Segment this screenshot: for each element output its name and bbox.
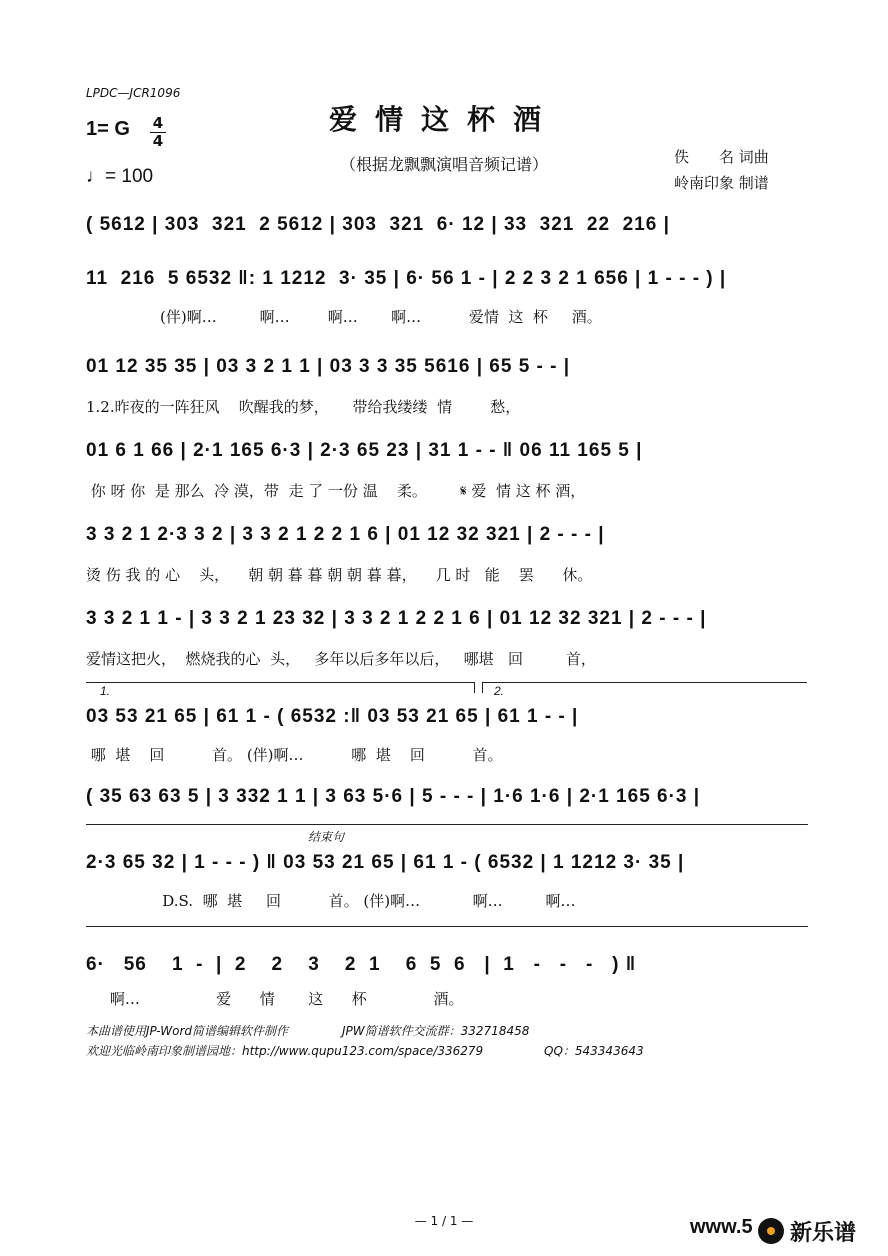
coda-label: 结束句 — [308, 830, 345, 844]
vinyl-record-icon — [758, 1218, 784, 1244]
song-title: 爱情这杯酒 — [328, 103, 559, 136]
volta-number-2: 2. — [494, 684, 505, 698]
site-url-fragment: www.5 — [690, 1216, 753, 1238]
brand-logo: 新乐谱 — [790, 1221, 857, 1246]
divider-line — [86, 824, 808, 825]
lyric-line: (伴)啊… 啊… 啊… 啊… 爱情 这 杯 酒。 — [160, 308, 602, 326]
notation-line: 03 53 21 65 | 61 1 - ( 6532 :‖ 03 53 21 65 | 61 1 - - | — [86, 706, 579, 727]
notation-line: 11 216 5 6532 ‖: 1 1212 3· 35 | 6· 56 1 - | 2 2 3 2 1 656 | 1 - - - ) | — [86, 268, 727, 289]
notation-line: 2·3 65 32 | 1 - - - ) ‖ 03 53 21 65 | 61 1 - ( 6532 | 1 1212 3· 35 | — [86, 852, 685, 873]
footer-website: 欢迎光临岭南印象制谱园地：http://www.qupu123.com/space/336279 — [86, 1044, 484, 1058]
notation-line: 01 6 1 66 | 2·1 165 6·3 | 2·3 65 23 | 31 1 - - ‖ 06 11 165 5 | — [86, 440, 643, 461]
volta-number-1: 1. — [100, 684, 111, 698]
notation-line: 6· 56 1 - | 2 2 3 2 1 6 5 6 | 1 - - - ) ‖ — [86, 954, 637, 975]
lyric-line: 烫 伤 我 的 心 头， 朝 朝 暮 暮 朝 朝 暮 暮， 几 时 能 罢 休。 — [86, 566, 593, 584]
key-signature: 1= G — [86, 118, 130, 140]
notation-line: 01 12 35 35 | 03 3 2 1 1 | 03 3 3 35 5616 | 65 5 - - | — [86, 356, 571, 377]
page-number: — 1 / 1 — — [414, 1214, 474, 1228]
time-signature-bottom: 4 — [152, 132, 164, 150]
notation-line: ( 35 63 63 5 | 3 332 1 1 | 3 63 5·6 | 5 - - - | 1·6 1·6 | 2·1 165 6·3 | — [86, 786, 701, 807]
divider-line — [86, 926, 808, 927]
lyric-line: 1.2.昨夜的一阵狂风 吹醒我的梦， 带给我缕缕 情 愁， — [86, 398, 521, 416]
footer-group: JPW简谱软件交流群：332718458 — [342, 1024, 530, 1038]
credit-lyrics: 佚 名 词曲 — [674, 148, 769, 166]
credit-arranger: 岭南印象 制谱 — [674, 174, 769, 192]
score-code: LPDC—JCR1096 — [86, 86, 181, 100]
volta-bracket-2 — [482, 682, 807, 693]
notation-line: ( 5612 | 303 321 2 5612 | 303 321 6· 12 | 33 321 22 216 | — [86, 214, 670, 235]
song-subtitle: （根据龙飘飘演唱音频记谱） — [339, 155, 548, 174]
lyric-line: D.S. 哪 堪 回 首。 (伴)啊… 啊… 啊… — [86, 892, 576, 910]
notation-line: 3 3 2 1 1 - | 3 3 2 1 23 32 | 3 3 2 1 2 2 1 6 | 01 12 32 321 | 2 - - - | — [86, 608, 707, 629]
lyric-line: 啊… 爱 情 这 杯 酒。 — [86, 990, 464, 1008]
volta-bracket-1 — [86, 682, 475, 693]
notation-line: 3 3 2 1 2·3 3 2 | 3 3 2 1 2 2 1 6 | 01 12 32 321 | 2 - - - | — [86, 524, 605, 545]
footer-software: 本曲谱使用JP-Word简谱编辑软件制作 — [86, 1024, 288, 1038]
lyric-line: 哪 堪 回 首。 (伴)啊… 哪 堪 回 首。 — [86, 746, 503, 764]
time-signature-top: 4 — [152, 114, 164, 132]
lyric-line: 你 呀 你 是 那么 冷 漠，带 走 了 一份 温 柔。 𝄋 爱 情 这 杯 酒， — [86, 482, 586, 500]
tempo-mark: ♩= 100 — [86, 166, 154, 187]
lyric-line: 爱情这把火， 燃烧我的心 头， 多年以后多年以后， 哪堪 回 首， — [86, 650, 596, 668]
footer-qq: QQ：543343643 — [544, 1044, 644, 1058]
